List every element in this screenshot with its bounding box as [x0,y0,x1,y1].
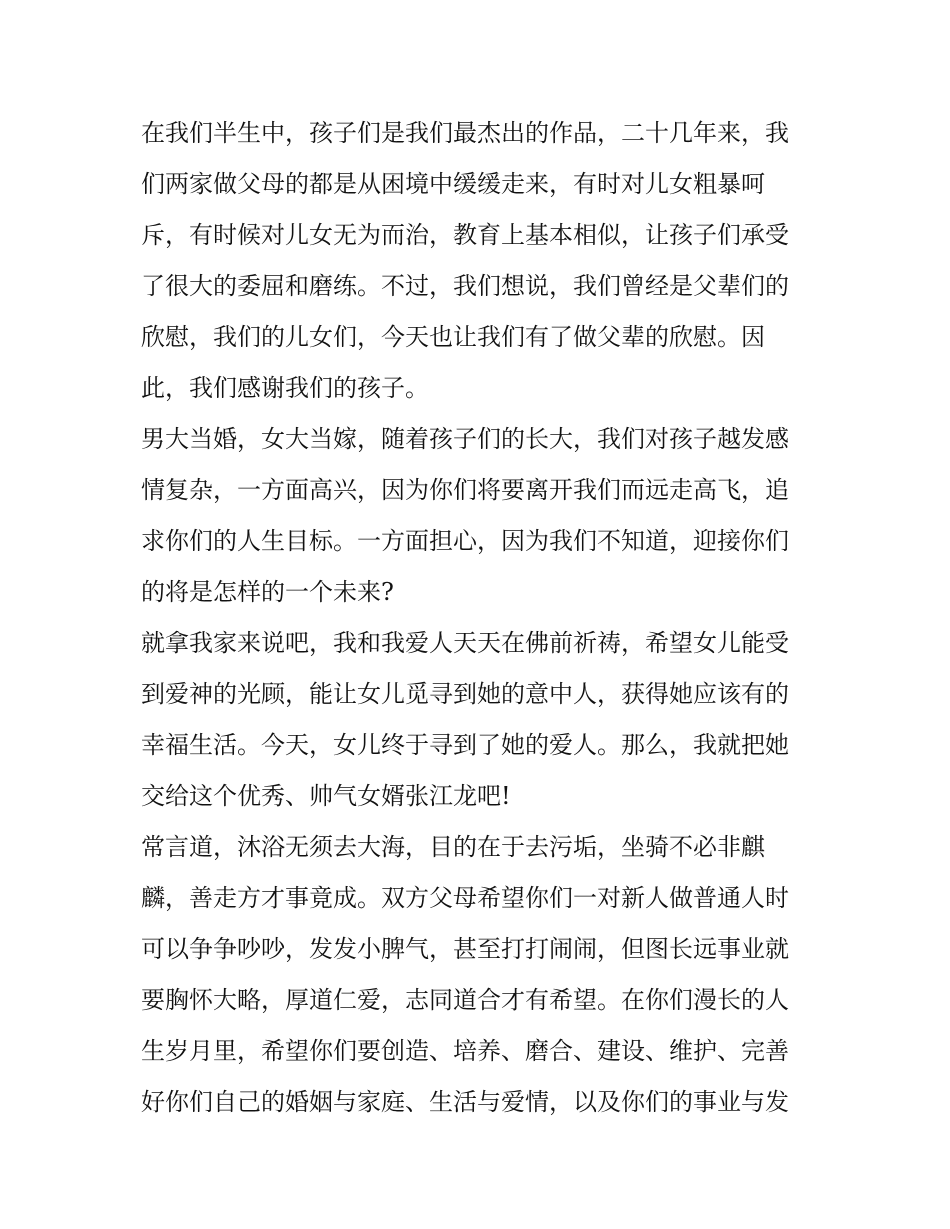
text-line: 麟，善走方才事竟成。双方父母希望你们一对新人做普通人时 [141,884,789,912]
text-line: 要胸怀大略，厚道仁爱，志同道合才有希望。在你们漫长的人 [141,986,789,1014]
text-line: 就拿我家来说吧，我和我爱人天天在佛前祈祷，希望女儿能受 [141,629,789,657]
text-line: 此，我们感谢我们的孩子。 [141,374,429,402]
text-line: 男大当婚，女大当嫁，随着孩子们的长大，我们对孩子越发感 [141,425,789,453]
text-line: 们两家做父母的都是从困境中缓缓走来，有时对儿女粗暴呵 [141,170,765,198]
text-line: 欣慰，我们的儿女们，今天也让我们有了做父辈的欣慰。因 [141,323,765,351]
text-line: 到爱神的光顾，能让女儿觅寻到她的意中人，获得她应该有的 [141,680,789,708]
text-line: 情复杂，一方面高兴，因为你们将要离开我们而远走高飞，追 [141,476,789,504]
text-line: 交给这个优秀、帅气女婿张江龙吧! [141,782,511,810]
text-line: 幸福生活。今天，女儿终于寻到了她的爱人。那么，我就把她 [141,731,789,759]
text-line: 可以争争吵吵，发发小脾气，甚至打打闹闹，但图长远事业就 [141,935,789,963]
text-line: 求你们的人生目标。一方面担心，因为我们不知道，迎接你们 [141,527,789,555]
text-line: 常言道，沐浴无须去大海，目的在于去污垢，坐骑不必非麒 [141,833,765,861]
text-line: 了很大的委屈和磨练。不过，我们想说，我们曾经是父辈们的 [141,272,789,300]
text-line: 在我们半生中，孩子们是我们最杰出的作品，二十几年来，我 [141,119,789,147]
text-line: 好你们自己的婚姻与家庭、生活与爱情，以及你们的事业与发 [141,1088,789,1116]
text-line: 斥，有时候对儿女无为而治，教育上基本相似，让孩子们承受 [141,221,789,249]
text-line: 的将是怎样的一个未来? [141,578,394,606]
text-line: 生岁月里，希望你们要创造、培养、磨合、建设、维护、完善 [141,1037,789,1065]
body-text [141,108,813,1128]
